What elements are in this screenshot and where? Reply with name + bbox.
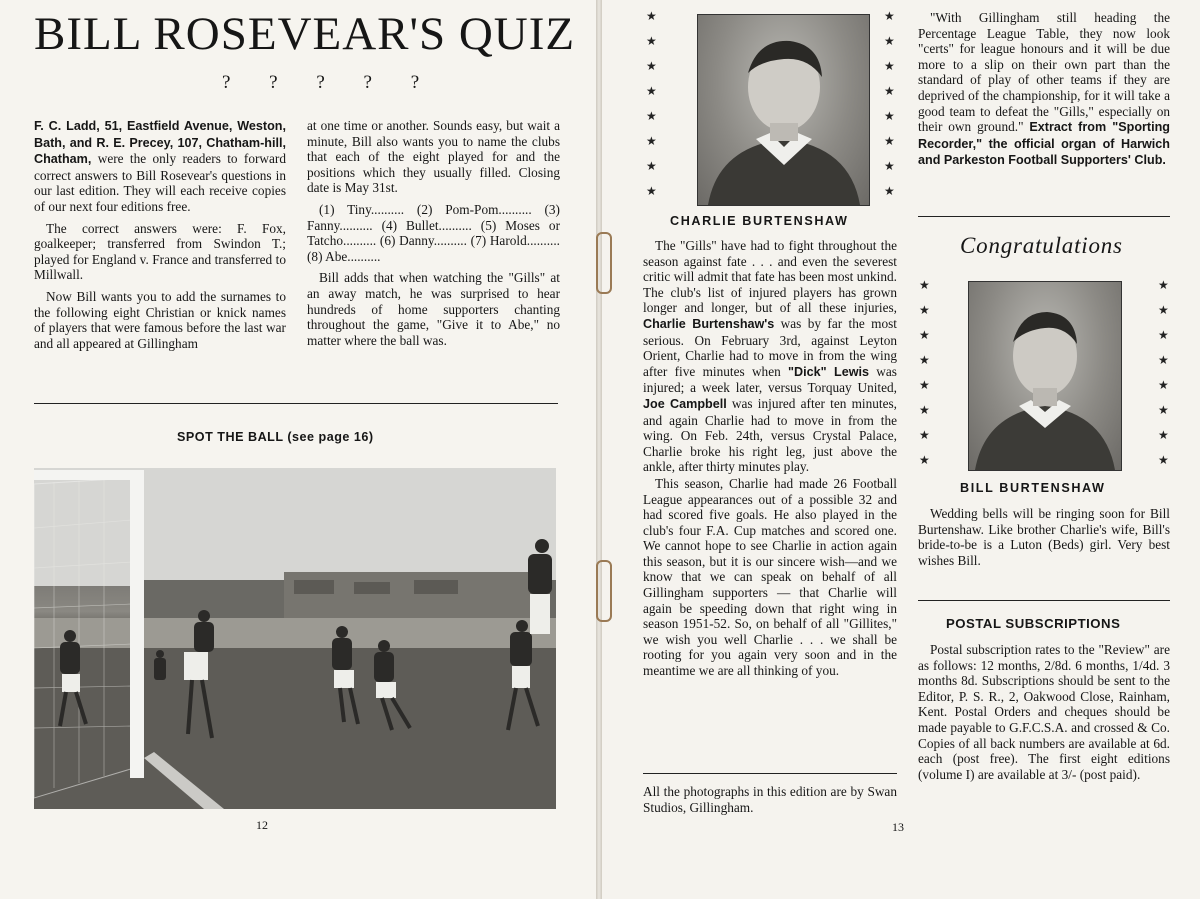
spot-the-ball-photo: [34, 468, 556, 809]
bill-article: [918, 506, 1170, 574]
star-icon: ★: [646, 84, 657, 98]
star-icon: ★: [1158, 328, 1169, 342]
question-continued: at one time or another. Sounds easy, but wait a minute, Bill also wants you to name the clubs that each of the eight played for and the positions which they usually filled. Closing date is May 31st.: [307, 118, 560, 196]
star-icon: ★: [1158, 278, 1169, 292]
lewis-name-bold: "Dick" Lewis: [788, 364, 870, 379]
bill-burtenshaw-photo: [968, 281, 1122, 471]
charlie-paragraph-1: [643, 238, 897, 475]
postal-heading: POSTAL SUBSCRIPTIONS: [946, 616, 1121, 631]
congrats-rule: [918, 216, 1170, 217]
star-icon: ★: [884, 159, 895, 173]
star-icon: ★: [884, 9, 895, 23]
star-icon: ★: [646, 109, 657, 123]
new-question-paragraph: Now Bill wants you to add the surnames to the following eight Christian or knick names of players that were famous before the last war and all appeared at Gillingham: [34, 288, 286, 351]
page-number-right: 13: [892, 820, 904, 834]
congratulations-heading: Congratulations: [960, 233, 1123, 258]
star-column-3: [919, 273, 930, 473]
winners-paragraph: [34, 118, 286, 215]
credit-rule: [643, 773, 897, 774]
star-icon: ★: [1158, 353, 1169, 367]
question-marks: ? ? ? ? ?: [222, 72, 437, 93]
campbell-name-bold: Joe Campbell: [643, 396, 727, 411]
extract-quote-text: "With Gillingham still heading the Percentage League Table, they now look "certs" for league honours and it will be due more to a slip on their own part than the standard of play of other teams if they are deprived of the championship, for it will take a good team to defeat the "Gills," especially on their own ground.": [918, 10, 1170, 135]
answers-paragraph: The correct answers were: F. Fox, goalkeeper; transferred from Swindon T.; played for England v. France and transferred to Millwall.: [34, 220, 286, 283]
section-rule: [34, 403, 558, 404]
star-icon: ★: [646, 34, 657, 48]
star-icon: ★: [884, 134, 895, 148]
charlie-text-b: was by far the most serious. On February 3rd, against Leyton Orient, Charlie had to move in from the wing after five minutes when: [643, 315, 897, 379]
player-list: (1) Tiny.......... (2) Pom-Pom.......... (3) Fanny.......... (4) Bullet.......... (5) Moses or Tatcho.......... (6) Danny.......... (7) Harold.......... (8) Abe..........: [307, 201, 560, 264]
star-icon: ★: [646, 159, 657, 173]
star-icon: ★: [646, 59, 657, 73]
football-match-illustration: [34, 468, 556, 809]
star-icon: ★: [884, 34, 895, 48]
charlie-text-a: The "Gills" have had to fight throughout the season against fate . . . and even the severest critic will admit that fate has been most unkind. The club's list of injured players has grown longer and longer, but of all these injuries,: [643, 238, 897, 316]
quiz-title: BILL ROSEVEAR'S QUIZ: [34, 8, 576, 60]
staple-bottom: [596, 560, 612, 622]
star-icon: ★: [646, 9, 657, 23]
postal-paragraph: Postal subscription rates to the "Review" are as follows: 12 months, 2/8d. 6 months, 1/4d. 3 months 8d. Subscriptions should be sent to the Editor, P. S. R., 2, Oakwood Close, Rainham, Kent. Postal Orders and cheques should be made payable to G.F.C.S.A. and crossed & Co. Copies of all back numbers are available at 6d. each (post free). The first eight editions (volume I) are available at 3/- (post paid).: [918, 642, 1170, 782]
star-icon: ★: [919, 303, 930, 317]
star-icon: ★: [884, 59, 895, 73]
star-column-2: [884, 4, 895, 204]
charlie-burtenshaw-photo: [697, 14, 870, 206]
abe-paragraph: Bill adds that when watching the "Gills" at an away match, he was surprised to hear hundreds of home supporters chanting throughout the game, "Give it to Abe," no matter where the ball was.: [307, 270, 560, 348]
charlie-paragraph-2: This season, Charlie had made 26 Football League appearances out of a possible 32 and had scored five goals. He also played in the club's four F.A. Cup matches and scored one. We cannot hope to see Charlie in action again this season, but it is our sincere wish—and we know that we can speak on behalf of all Gillingham supporters — that Charlie will again be speeding down that right wing in season 1951-52. So, on behalf of all "Gillites," we wish you well Charlie . . . we shall be rooting for you again very soon and in the meantime we are all thinking of you.: [643, 475, 897, 679]
star-icon: ★: [919, 378, 930, 392]
winners-text: were the only readers to forward correct answers to Bill Rosevear's questions in our last edition. They will each receive copies of our next four editions free.: [34, 151, 286, 214]
charlie-name-bold: Charlie Burtenshaw's: [643, 316, 775, 331]
page-number-left: 12: [256, 818, 268, 832]
star-icon: ★: [1158, 403, 1169, 417]
star-icon: ★: [884, 109, 895, 123]
star-icon: ★: [919, 328, 930, 342]
star-column-4: [1158, 273, 1169, 473]
star-icon: ★: [646, 184, 657, 198]
staple-top: [596, 232, 612, 294]
sporting-recorder-extract: [918, 10, 1170, 175]
charlie-text-d: was injured after ten minutes, and again Charlie had to move in from the wing. On Feb. 24th, versus Crystal Palace, Charlie broke his right leg, just above the ankle, after thirty minutes play.: [643, 395, 897, 475]
star-icon: ★: [919, 403, 930, 417]
winners-names: F. C. Ladd, 51, Eastfield Avenue, Weston, Bath, and R. E. Precey, 107, Chatham-hill, Chatham,: [34, 119, 286, 167]
charlie-text-c: was injured; a week later, versus Torquay United,: [643, 363, 897, 396]
star-icon: ★: [919, 428, 930, 442]
star-icon: ★: [646, 134, 657, 148]
star-icon: ★: [919, 278, 930, 292]
bill-caption: BILL BURTENSHAW: [960, 481, 1106, 495]
extract-quote: [918, 10, 1170, 169]
star-column-1: [646, 4, 657, 204]
spot-the-ball-heading: SPOT THE BALL (see page 16): [177, 430, 374, 444]
star-icon: ★: [1158, 428, 1169, 442]
postal-subscriptions: [918, 642, 1170, 788]
quiz-column-right: [307, 118, 560, 354]
charlie-caption: CHARLIE BURTENSHAW: [670, 214, 849, 228]
star-icon: ★: [1158, 303, 1169, 317]
spine: [596, 0, 602, 899]
charlie-article: [643, 238, 897, 680]
star-icon: ★: [1158, 378, 1169, 392]
bill-paragraph: Wedding bells will be ringing soon for Bill Burtenshaw. Like brother Charlie's wife, Bill's bride-to-be is a Luton (Beds) girl. Very best wishes Bill.: [918, 506, 1170, 568]
star-icon: ★: [1158, 453, 1169, 467]
star-icon: ★: [919, 353, 930, 367]
star-icon: ★: [884, 84, 895, 98]
postal-rule: [918, 600, 1170, 601]
portrait-illustration: [698, 15, 869, 205]
portrait-illustration: [969, 282, 1121, 470]
extract-source: Extract from "Sporting Recorder," the official organ of Harwich and Parkeston Football Supporters' Club.: [918, 120, 1170, 168]
star-icon: ★: [884, 184, 895, 198]
quiz-column-left: [34, 118, 286, 357]
photos-credit: All the photographs in this edition are by Swan Studios, Gillingham.: [643, 784, 897, 815]
star-icon: ★: [919, 453, 930, 467]
